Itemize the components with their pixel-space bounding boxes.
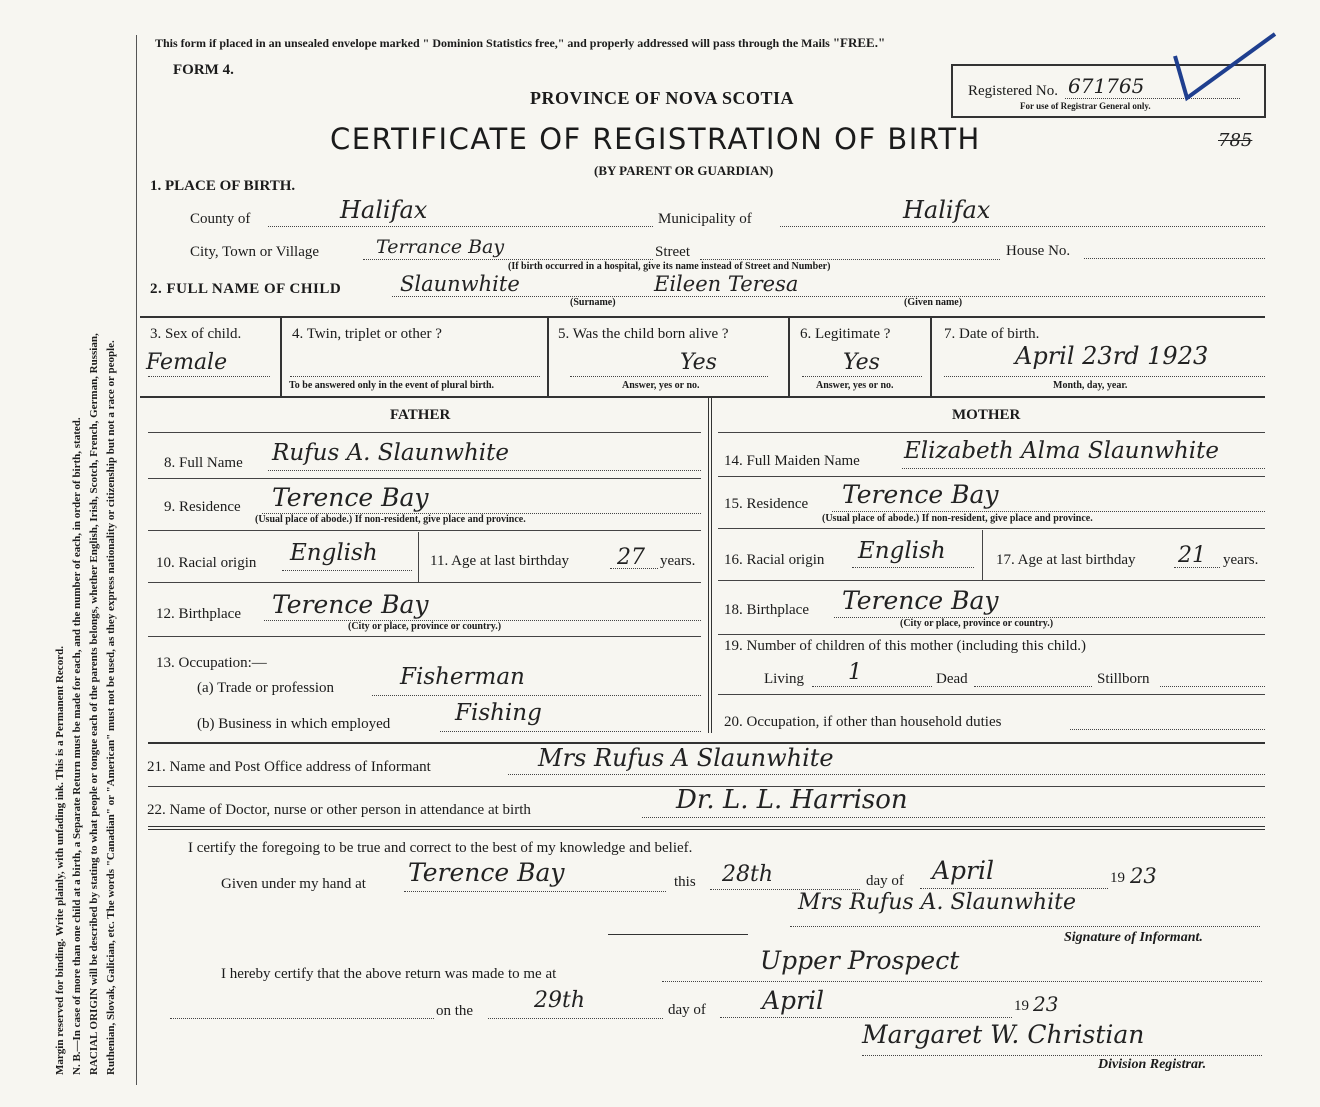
father-birthplace-note: (City or place, province or country.)	[348, 621, 502, 632]
municipality-label: Municipality of	[658, 211, 752, 227]
municipality-value: Halifax	[903, 196, 991, 224]
dob-line	[944, 376, 1265, 377]
informant-signature-line	[790, 926, 1260, 927]
registrar-day-of-label: day of	[668, 1002, 706, 1018]
mail-notice-text: This form if placed in an unsealed envelope marked " Dominion Statistics free," and properly addressed will pass through the Mails	[155, 36, 830, 50]
father-birthplace-value: Terence Bay	[272, 590, 429, 619]
father-heading: FATHER	[390, 407, 451, 423]
registrar-place-value: Upper Prospect	[760, 946, 960, 975]
mother-rule-3	[718, 580, 1265, 581]
father-rule-3	[148, 582, 701, 583]
father-name-value: Rufus A. Slaunwhite	[272, 440, 509, 466]
mother-name-line	[902, 468, 1265, 469]
father-business-line	[440, 731, 701, 732]
mother-occupation-label: 20. Occupation, if other than household duties	[724, 714, 1002, 730]
father-trade-line	[372, 695, 701, 696]
county-value: Halifax	[340, 196, 428, 224]
registrar-year-value: 23	[1033, 992, 1059, 1016]
doctor-label: 22. Name of Doctor, nurse or other person in attendance at birth	[147, 802, 531, 818]
house-label: House No.	[1006, 243, 1071, 259]
given-label: Given under my hand at	[221, 876, 366, 892]
street-label: Street	[655, 244, 690, 260]
stillborn-label: Stillborn	[1097, 671, 1150, 687]
certify-day-value: 28th	[722, 862, 774, 887]
father-res-label: 9. Residence	[164, 499, 241, 515]
certify-statement: I certify the foregoing to be true and correct to the best of my knowledge and belief.	[188, 840, 693, 856]
mother-birthplace-note: (City or place, province or country.)	[900, 618, 1054, 629]
mother-heading: MOTHER	[952, 407, 1021, 423]
father-trade-label: (a) Trade or profession	[197, 680, 335, 696]
registrar-signature-label: Division Registrar.	[1098, 1057, 1207, 1072]
legit-label: 6. Legitimate ?	[800, 326, 891, 342]
city-value: Terrance Bay	[376, 236, 505, 258]
sex-value: Female	[146, 350, 228, 375]
this-label: this	[674, 874, 696, 890]
mother-res-value: Terence Bay	[842, 480, 999, 509]
registrar-place-line	[662, 981, 1262, 982]
county-line	[268, 226, 653, 227]
father-heading-rule	[148, 432, 701, 433]
child-name-label: 2. FULL NAME OF CHILD	[150, 281, 342, 297]
doctor-value: Dr. L. L. Harrison	[676, 785, 908, 815]
form-number: FORM 4.	[173, 62, 234, 78]
registrar-month-value: April	[762, 986, 824, 1015]
province-heading: PROVINCE OF NOVA SCOTIA	[530, 88, 795, 108]
registrar-year-prefix: 19	[1014, 998, 1029, 1014]
divider-4-5	[547, 316, 549, 396]
father-rule-1	[148, 478, 701, 479]
father-rule-2	[148, 530, 701, 531]
mother-race-divider	[982, 530, 983, 580]
margin-notes	[52, 333, 120, 1075]
city-label: City, Town or Village	[190, 244, 320, 260]
margin-divider	[136, 35, 137, 1085]
legit-value: Yes	[843, 350, 880, 375]
sex-label: 3. Sex of child.	[150, 326, 242, 342]
registered-label: Registered No.	[968, 83, 1058, 99]
dob-note: Month, day, year.	[1053, 380, 1128, 391]
mother-race-label: 16. Racial origin	[724, 552, 825, 568]
given-place-value: Terence Bay	[408, 858, 565, 887]
twin-note: To be answered only in the event of plural birth.	[289, 380, 495, 391]
mother-name-value: Elizabeth Alma Slaunwhite	[904, 438, 1219, 464]
sex-line	[148, 376, 270, 377]
mother-race-line	[852, 567, 974, 568]
margin-line-3: RACIAL ORIGIN will be described by stating to what people or tongue each of the parents belongs, whether English, Irish, Scotch, French, German, Russian,	[88, 333, 100, 1075]
alive-note: Answer, yes or no.	[622, 380, 700, 391]
registrar-month-line	[720, 1017, 1012, 1018]
father-age-value: 27	[617, 545, 645, 570]
mother-rule-4	[718, 634, 1265, 635]
informant-line	[508, 774, 1265, 775]
child-given-name: Eileen Teresa	[654, 272, 799, 296]
child-name-line	[392, 296, 1265, 297]
registrar-day-value: 29th	[534, 988, 586, 1013]
mother-rule-5	[718, 694, 1265, 695]
margin-line-2: N. B.—In case of more than one child at a birth, a Separate Return must be made for each, and the number of each, in order of birth, stated.	[71, 417, 83, 1075]
child-surname: Slaunwhite	[400, 272, 520, 296]
given-note: (Given name)	[904, 297, 963, 308]
mother-children-label: 19. Number of children of this mother (including this child.)	[724, 638, 1087, 654]
informant-signature-label: Signature of Informant.	[1064, 930, 1203, 945]
informant-signature: Mrs Rufus A. Slaunwhite	[798, 890, 1076, 915]
mother-res-line	[832, 511, 1265, 512]
father-res-note: (Usual place of abode.) If non-resident, give place and province.	[255, 514, 526, 525]
alive-label: 5. Was the child born alive ?	[558, 326, 729, 342]
month-line	[920, 888, 1108, 889]
mail-notice-free: "FREE."	[832, 35, 886, 50]
father-name-label: 8. Full Name	[164, 455, 243, 471]
informant-value: Mrs Rufus A Slaunwhite	[538, 744, 834, 772]
registered-number: 671765	[1068, 74, 1145, 98]
rule-top-row	[140, 316, 1265, 318]
twin-line	[290, 376, 540, 377]
father-race-value: English	[290, 540, 378, 566]
certify-year-value: 23	[1130, 864, 1157, 888]
municipality-line	[780, 226, 1265, 227]
registrar-day-line	[488, 1018, 663, 1019]
certificate-subtitle: (BY PARENT OR GUARDIAN)	[594, 163, 774, 178]
mother-rule-1	[718, 476, 1265, 477]
margin-line-4: Ruthenian, Slovak, Galician, etc. The words "Canadian" or "American" must not be used, as they express nationality or citizenship but not a race or people.	[105, 340, 117, 1075]
father-age-unit: years.	[660, 553, 696, 569]
registrar-signature-line	[862, 1055, 1262, 1056]
father-business-value: Fishing	[455, 700, 542, 726]
street-line	[700, 259, 1000, 260]
day-of-label: day of	[866, 873, 904, 889]
rule-bottom-row	[140, 396, 1265, 398]
mother-birthplace-value: Terence Bay	[842, 586, 999, 615]
hospital-note: (If birth occurred in a hospital, give its name instead of Street and Number)	[508, 261, 831, 272]
mother-res-note: (Usual place of abode.) If non-resident, give place and province.	[822, 513, 1093, 524]
stillborn-line	[1160, 686, 1265, 687]
father-name-line	[268, 470, 701, 471]
short-rule	[608, 934, 748, 935]
alive-line	[570, 376, 768, 377]
father-trade-value: Fisherman	[400, 664, 525, 690]
informant-label: 21. Name and Post Office address of Informant	[147, 759, 431, 775]
registrar-signature: Margaret W. Christian	[862, 1020, 1145, 1049]
father-race-line	[282, 570, 412, 571]
dead-line	[974, 686, 1092, 687]
mother-occupation-line	[1070, 729, 1265, 730]
father-age-label: 11. Age at last birthday	[430, 553, 569, 569]
father-race-divider	[418, 532, 419, 582]
legit-line	[802, 376, 922, 377]
mail-notice	[155, 35, 885, 51]
corner-number: 785	[1218, 130, 1253, 151]
mother-age-unit: years.	[1223, 552, 1259, 568]
rule-certify	[148, 826, 1265, 830]
registrar-statement: I hereby certify that the above return was made to me at	[221, 966, 557, 982]
father-race-label: 10. Racial origin	[156, 555, 257, 571]
mother-heading-rule	[718, 432, 1265, 433]
dob-value: April 23rd 1923	[1015, 342, 1209, 370]
mother-age-value: 21	[1178, 543, 1206, 568]
dead-label: Dead	[936, 671, 968, 687]
mother-res-label: 15. Residence	[724, 496, 809, 512]
living-line	[812, 686, 932, 687]
registrar-note: For use of Registrar General only.	[1020, 101, 1151, 111]
alive-value: Yes	[680, 350, 717, 375]
house-line	[1084, 258, 1265, 259]
doctor-line	[642, 817, 1265, 818]
father-business-label: (b) Business in which employed	[197, 716, 391, 732]
father-occupation-label: 13. Occupation:—	[156, 655, 267, 671]
living-value: 1	[848, 660, 862, 685]
on-the-label: on the	[436, 1003, 474, 1019]
divider-3-4	[280, 316, 282, 396]
twin-label: 4. Twin, triplet or other ?	[292, 326, 442, 342]
living-label: Living	[764, 671, 804, 687]
father-res-value: Terence Bay	[272, 483, 429, 512]
parents-divider	[708, 398, 712, 733]
mother-rule-2	[718, 528, 1265, 529]
registrar-lead-line	[170, 1018, 434, 1019]
given-place-line	[404, 891, 666, 892]
city-line	[363, 259, 653, 260]
mother-birthplace-label: 18. Birthplace	[724, 602, 809, 618]
mother-age-label: 17. Age at last birthday	[996, 552, 1136, 568]
dob-label: 7. Date of birth.	[944, 326, 1040, 342]
certify-year-prefix: 19	[1110, 870, 1125, 886]
mother-name-label: 14. Full Maiden Name	[724, 453, 860, 469]
divider-5-6	[788, 316, 790, 396]
checkmark-icon	[1165, 28, 1285, 108]
father-rule-4	[148, 636, 701, 637]
county-label: County of	[190, 211, 251, 227]
mother-race-value: English	[858, 538, 946, 564]
certificate-title: CERTIFICATE OF REGISTRATION OF BIRTH	[330, 122, 981, 156]
surname-note: (Surname)	[570, 297, 616, 308]
certify-month-value: April	[932, 856, 994, 885]
divider-6-7	[930, 316, 932, 396]
place-heading: 1. PLACE OF BIRTH.	[150, 178, 296, 194]
father-birthplace-label: 12. Birthplace	[156, 606, 241, 622]
margin-line-1: Margin reserved for binding. Write plainly, with unfading ink. This is a Permanent Record.	[54, 646, 66, 1075]
legit-note: Answer, yes or no.	[816, 380, 894, 391]
